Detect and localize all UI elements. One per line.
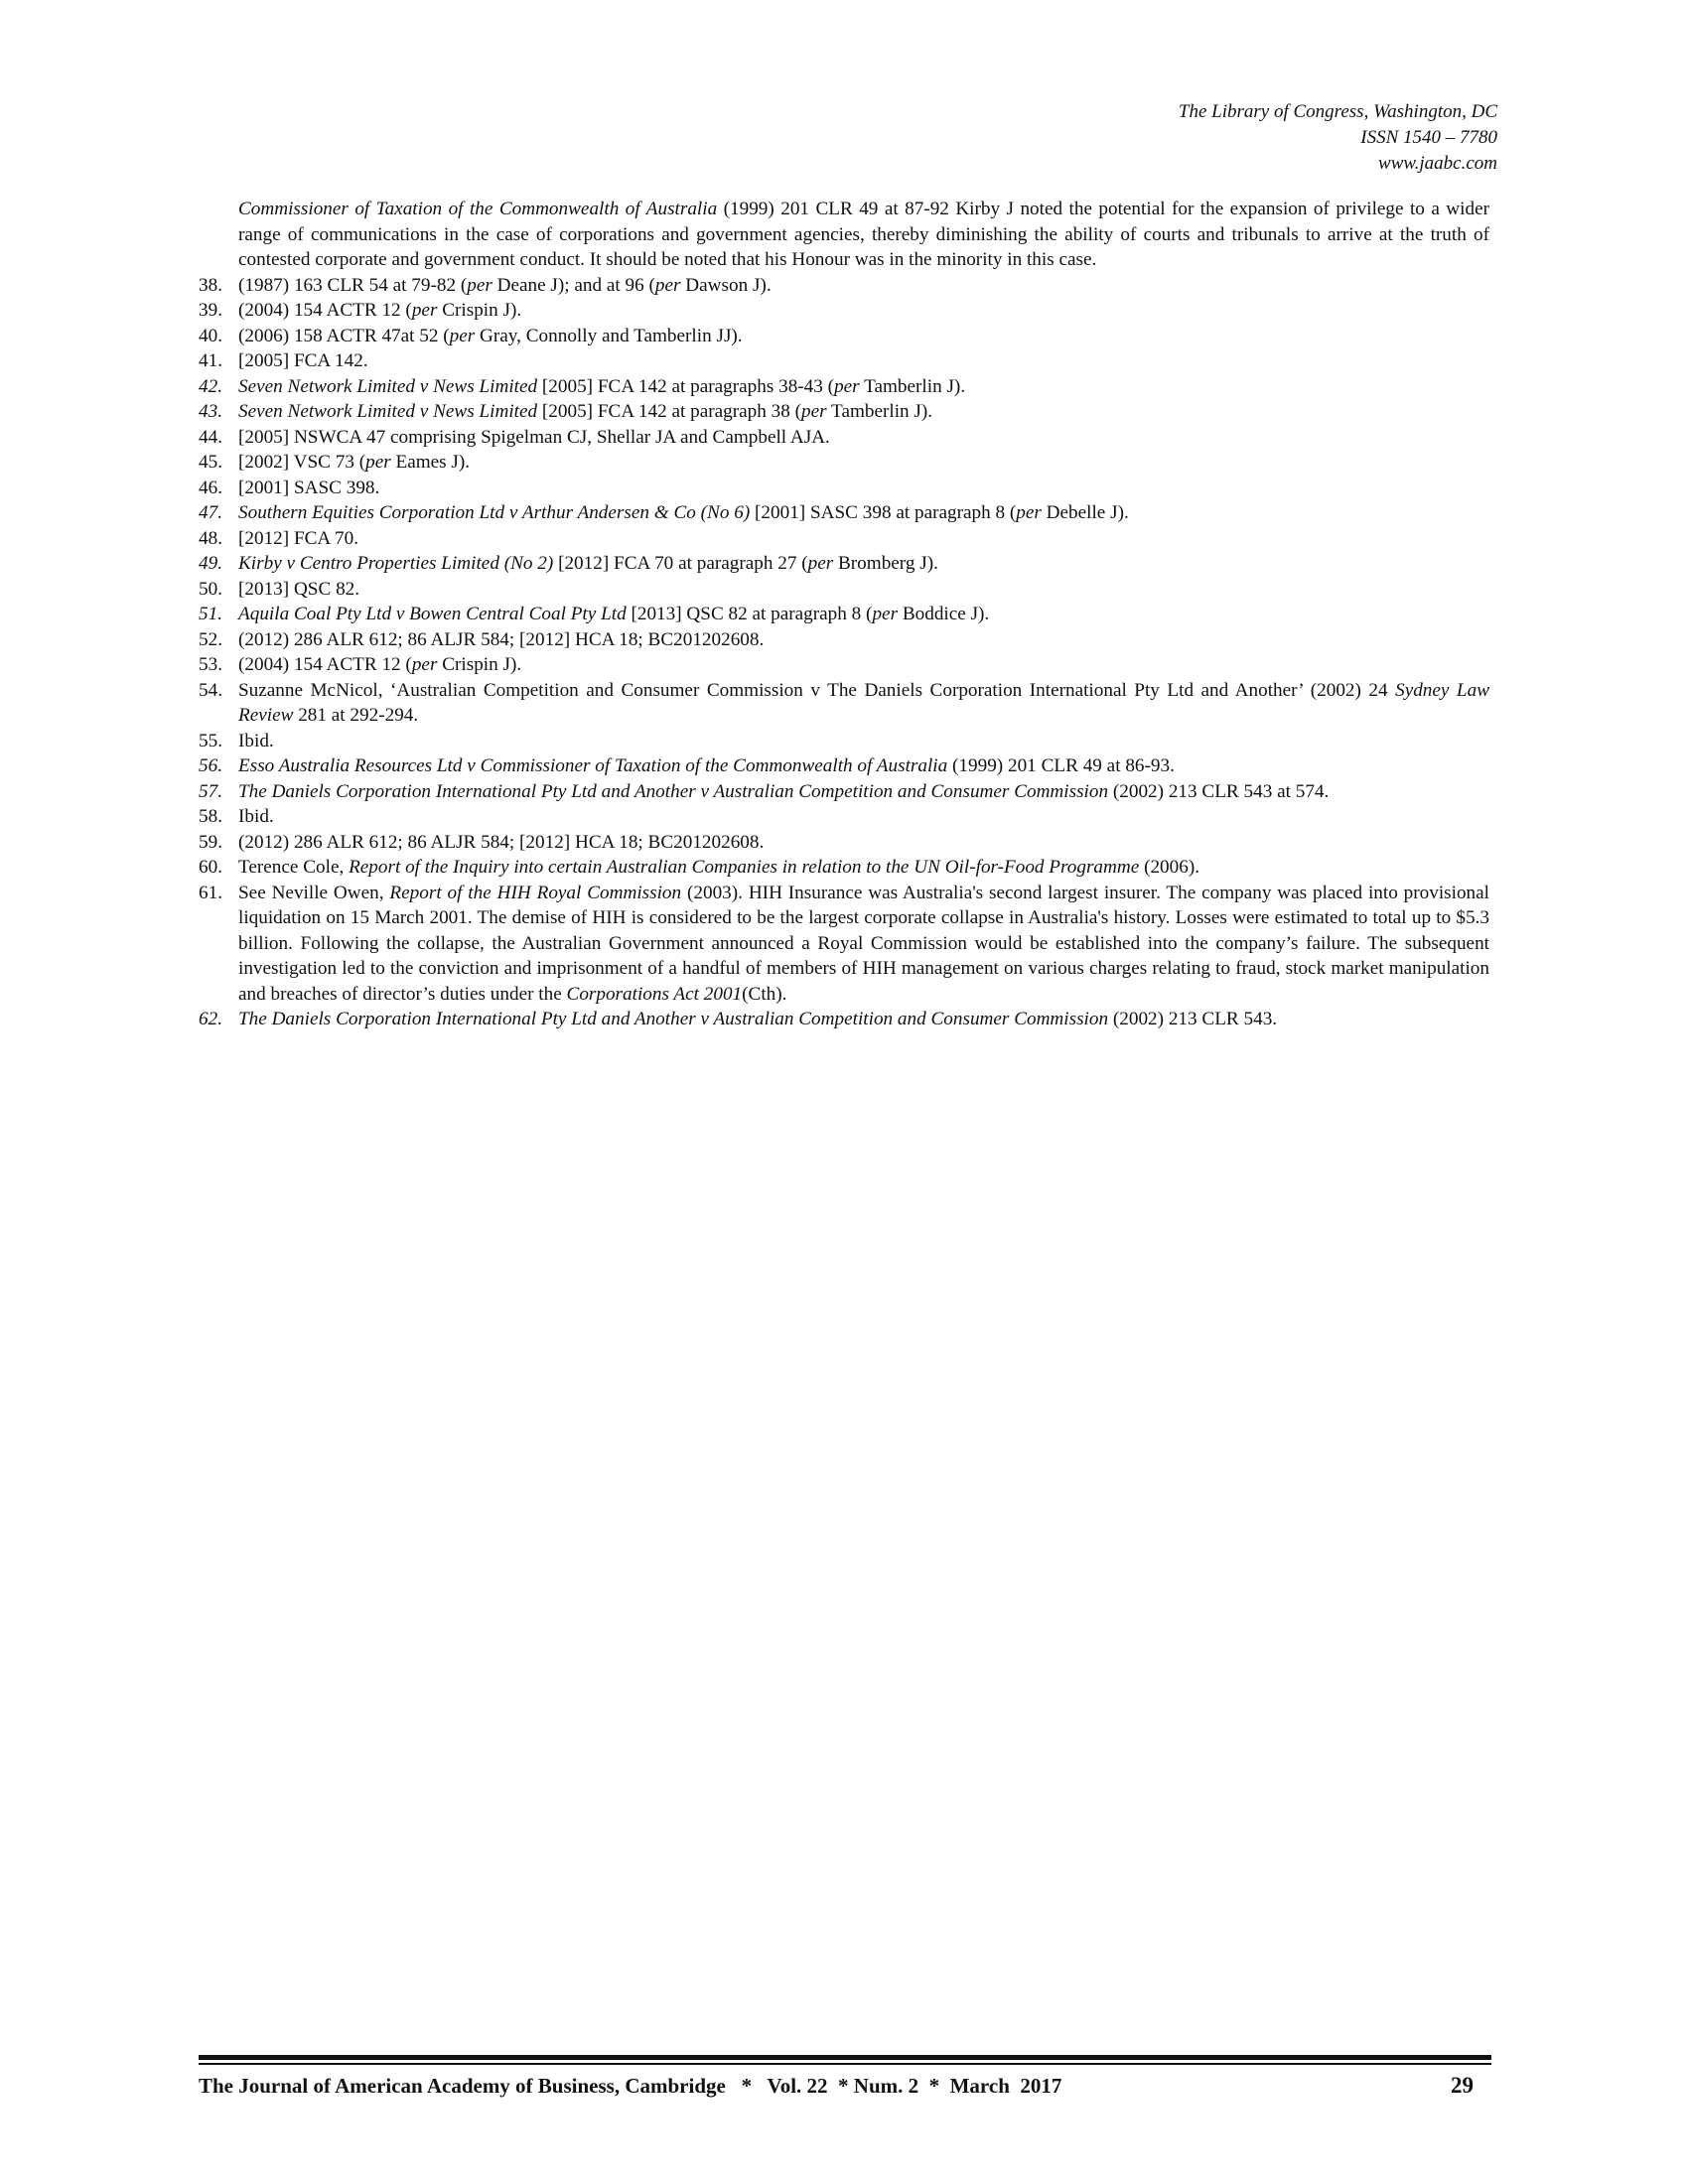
note-text: (2002) 213 CLR 543 at 574.	[1108, 780, 1330, 802]
endnote-number: 48.	[199, 527, 222, 549]
note-text: Boddice J).	[898, 604, 990, 624]
endnote-48	[199, 526, 1489, 552]
endnote-number: 56.	[199, 755, 222, 776]
endnote-62	[199, 1007, 1489, 1032]
endnote-54	[199, 678, 1489, 729]
header-website: www.jaabc.com	[1378, 153, 1497, 174]
note-text: Bromberg J).	[833, 553, 938, 574]
italic-text: Southern Equities Corporation Ltd v Arthur Andersen & Co (No 6)	[238, 502, 751, 523]
endnote-45	[199, 450, 1489, 476]
italic-text: Report of the HIH Royal Commission	[389, 882, 682, 903]
italic-text: Report of the Inquiry into certain Australian Companies in relation to the UN Oil-for-Food Programme	[349, 857, 1140, 878]
endnote-number: 60.	[199, 857, 222, 878]
note-text: (2003). HIH Insurance was Australia's second largest insurer. The company was placed into provisional liquidation on 15 March 2001. The demise of HIH is considered to be the largest corporate collapse in Australia's history. Losses were estimated to total up to $5.3 billion. Following the collapse, the Australian Government announced a Royal Commission would be established into the company’s failure. The subsequent investigation led to the conviction and imprisonment of a handful of members of HIH management on various charges relating to fraud, stock market manipulation and breaches of director’s duties under the	[238, 882, 1489, 1005]
endnote-number: 49.	[199, 553, 222, 574]
note-text: (2004) 154 ACTR 12 (	[238, 300, 412, 321]
endnote-number: 46.	[199, 477, 222, 498]
endnote-number: 47.	[199, 502, 222, 523]
endnote-number: 59.	[199, 831, 222, 853]
note-text: [2013] QSC 82.	[238, 578, 360, 600]
endnote-56	[199, 753, 1489, 779]
note-text: Debelle J).	[1041, 502, 1129, 523]
note-text: (1987) 163 CLR 54 at 79-82 (	[238, 274, 468, 296]
header-issn: ISSN 1540 – 7780	[1360, 127, 1497, 148]
header-library: The Library of Congress, Washington, DC	[1178, 101, 1497, 122]
note-text: Eames J).	[390, 452, 471, 473]
note-text: [2001] SASC 398 at paragraph 8 (	[750, 502, 1017, 523]
endnote-number: 40.	[199, 325, 222, 346]
italic-text: The Daniels Corporation International Pty Ltd and Another v Australian Competition and Consumer Commission	[238, 780, 1109, 802]
endnote-46	[199, 476, 1489, 501]
endnote-47	[199, 500, 1489, 526]
endnote-number: 55.	[199, 730, 222, 751]
italic-text: Esso Australia Resources Ltd v Commissioner of Taxation of the Commonwealth of Australia	[238, 755, 948, 776]
endnote-number: 44.	[199, 426, 222, 448]
endnote-52	[199, 627, 1489, 653]
italic-text: Seven Network Limited v News Limited	[238, 401, 538, 422]
italic-text: Aquila Coal Pty Ltd v Bowen Central Coal Pty Ltd	[238, 604, 627, 624]
note-text: (2012) 286 ALR 612; 86 ALJR 584; [2012] HCA 18; BC201202608.	[238, 628, 765, 650]
note-text: [2005] FCA 142 at paragraph 38 (	[537, 401, 802, 422]
note-text: Crispin J).	[437, 300, 522, 321]
note-text: [2005] FCA 142 at paragraphs 38-43 (	[537, 375, 835, 397]
italic-text: per	[411, 654, 438, 675]
endnote-number: 45.	[199, 452, 222, 473]
endnote-number: 43.	[199, 401, 222, 422]
endnote-number: 61.	[199, 882, 222, 903]
note-text: 281 at 292-294.	[293, 705, 419, 726]
endnote-number: 57.	[199, 780, 222, 802]
note-text: (Cth).	[742, 983, 787, 1005]
page-number: 29	[1451, 2073, 1474, 2098]
endnote-49	[199, 551, 1489, 577]
page-header	[1179, 99, 1497, 177]
italic-text: Sydney Law Review	[238, 679, 1489, 726]
note-text: (2006).	[1139, 857, 1200, 878]
italic-text: Seven Network Limited v News Limited	[238, 375, 538, 397]
italic-text: per	[467, 274, 492, 296]
endnote-number: 41.	[199, 350, 222, 371]
endnote-40	[199, 324, 1489, 349]
italic-text: per	[1016, 502, 1042, 523]
page-footer	[199, 2071, 1491, 2105]
note-text: Suzanne McNicol, ‘Australian Competition and Consumer Commission v The Daniels Corporation International Pty Ltd and Another’ (2002) 24	[238, 679, 1396, 701]
footer-rule-thick	[199, 2055, 1491, 2060]
endnote-continuation	[199, 197, 1489, 273]
note-text: Dawson J).	[680, 274, 772, 296]
endnote-58	[199, 804, 1489, 830]
endnote-number: 62.	[199, 1009, 222, 1029]
endnotes-list	[199, 197, 1489, 1032]
italic-text: per	[834, 375, 860, 397]
note-text: [2002] VSC 73 (	[238, 452, 366, 473]
italic-text: per	[449, 325, 476, 346]
note-text: [2001] SASC 398.	[238, 477, 380, 498]
endnote-42	[199, 374, 1489, 400]
endnote-number: 58.	[199, 806, 222, 827]
note-text: Gray, Connolly and Tamberlin JJ).	[475, 325, 743, 346]
endnote-59	[199, 830, 1489, 856]
endnote-39	[199, 298, 1489, 324]
note-text: Terence Cole,	[238, 857, 350, 878]
note-text: [2013] QSC 82 at paragraph 8 (	[626, 604, 873, 624]
italic-text: per	[411, 300, 438, 321]
italic-text: per	[365, 452, 391, 473]
note-text: (1999) 201 CLR 49 at 87-92 Kirby J noted the potential for the expansion of privilege to a wider range of communications in the case of corporations and government agencies, thereby diminishing the ability of courts and tribunals to arrive at the truth of contested corporate and government conduct. It should be noted that his Honour was in the minority in this case.	[238, 199, 1489, 270]
endnote-55	[199, 729, 1489, 754]
endnote-61	[199, 881, 1489, 1008]
note-text: Deane J); and at 96 (	[492, 274, 655, 296]
note-text: [2012] FCA 70.	[238, 527, 358, 549]
endnote-41	[199, 348, 1489, 374]
note-text: [2012] FCA 70 at paragraph 27 (	[553, 553, 808, 574]
italic-text: per	[654, 274, 681, 296]
note-text: Crispin J).	[437, 654, 522, 675]
note-text: Ibid.	[238, 730, 274, 751]
italic-text: per	[807, 553, 834, 574]
note-text: [2005] NSWCA 47 comprising Spigelman CJ, Shellar JA and Campbell AJA.	[238, 426, 830, 448]
endnote-number: 50.	[199, 578, 222, 600]
note-text: See Neville Owen,	[238, 882, 390, 903]
endnote-number: 42.	[199, 375, 222, 397]
endnote-38	[199, 273, 1489, 299]
italic-text: per	[801, 401, 827, 422]
endnote-number: 51.	[199, 604, 222, 624]
note-text: Ibid.	[238, 806, 274, 827]
endnote-number: 52.	[199, 628, 222, 650]
footer-rule-thin	[199, 2063, 1491, 2065]
note-text: Tamberlin J).	[859, 375, 966, 397]
note-text: Tamberlin J).	[826, 401, 933, 422]
italic-text: The Daniels Corporation International Pty Ltd and Another v Australian Competition and Consumer Commission	[238, 1009, 1109, 1029]
journal-citation: The Journal of American Academy of Business, Cambridge * Vol. 22 * Num. 2 * March 2017	[199, 2074, 1062, 2098]
endnote-51	[199, 602, 1489, 627]
endnote-number: 39.	[199, 300, 222, 321]
note-text: (2012) 286 ALR 612; 86 ALJR 584; [2012] HCA 18; BC201202608.	[238, 831, 765, 853]
note-text: (2002) 213 CLR 543.	[1108, 1009, 1278, 1029]
endnote-60	[199, 855, 1489, 881]
endnote-53	[199, 652, 1489, 678]
endnote-50	[199, 577, 1489, 603]
italic-text: Corporations Act 2001	[566, 983, 743, 1005]
endnote-number: 38.	[199, 274, 222, 296]
endnote-number: 53.	[199, 654, 222, 675]
note-text: (2006) 158 ACTR 47at 52 (	[238, 325, 450, 346]
italic-text: per	[872, 604, 899, 624]
endnote-number: 54.	[199, 679, 222, 701]
case-name: Commissioner of Taxation of the Commonwealth of Australia	[238, 199, 718, 219]
endnote-43	[199, 399, 1489, 425]
endnote-44	[199, 425, 1489, 451]
note-text: (2004) 154 ACTR 12 (	[238, 654, 412, 675]
note-text: (1999) 201 CLR 49 at 86-93.	[947, 755, 1175, 776]
endnote-57	[199, 779, 1489, 805]
note-text: [2005] FCA 142.	[238, 350, 368, 371]
italic-text: Kirby v Centro Properties Limited (No 2)	[238, 553, 554, 574]
